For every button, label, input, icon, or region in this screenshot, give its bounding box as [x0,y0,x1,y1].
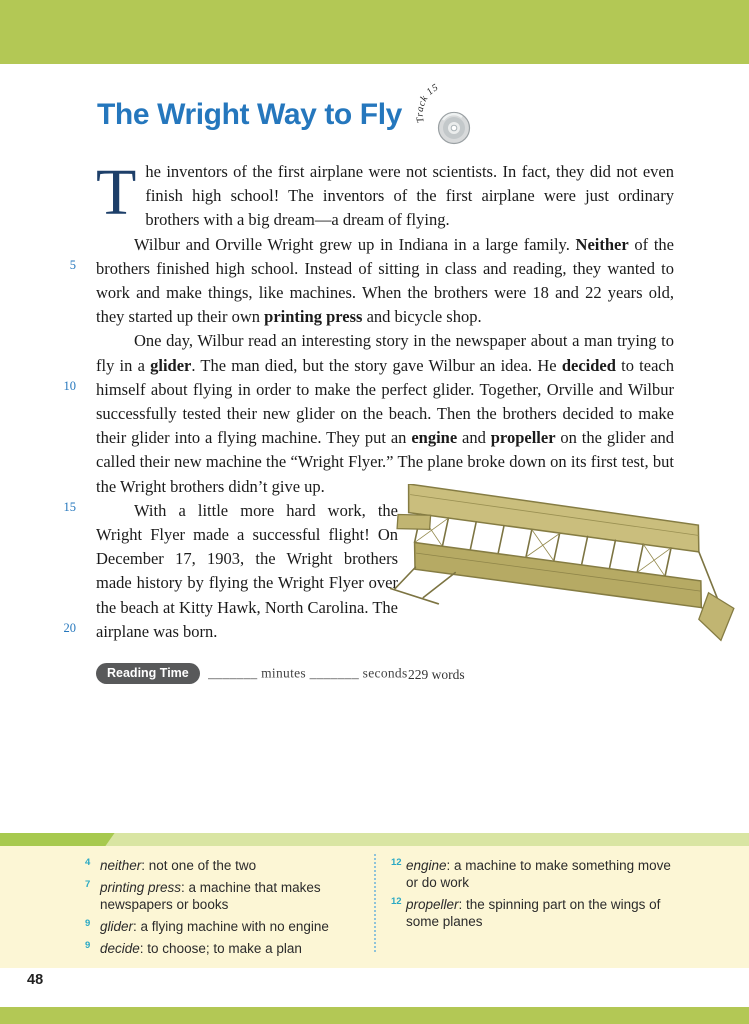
paragraph-4: With a little more hard work, the Wright Flyer made a successful flight! On December 17, 1903, the Wright brothers made history by flying the Wright Flyer over the beach at Kitty Hawk, North Carolina. The airplane was born. [96,500,398,641]
dropcap-letter: T [96,156,137,229]
glossary-entry-neither [84,857,364,874]
glossary-term: printing press [100,880,182,895]
line-number-20: 20 [63,621,76,635]
glossary-term: decide [100,941,140,956]
line-number-10: 10 [63,379,76,393]
paragraph-1 [96,156,674,233]
bottom-green-bar [0,1007,749,1024]
reading-time-badge: Reading Time [96,663,200,684]
glossary-line-ref: 12 [391,857,402,868]
glossary-term: propeller [406,897,459,912]
glossary-entry-glider [84,918,364,935]
audio-track-badge [410,82,494,151]
top-green-bar [0,0,749,64]
glossary-panel [0,846,749,968]
glossary-definition: : to choose; to make a plan [139,941,302,956]
paragraph-2: Wilbur and Orville Wright grew up in Indiana in a large family. Neither of the brothers finished high school. Instead of sitting in class and reading, they wanted to work and make things, like machines. When the brothers were 18 and 22 years old, they started up their own printing press and bicycle shop. [96,234,675,327]
cd-disc-icon [438,113,469,144]
glossary-left-column [84,857,364,962]
glossary-definition: : a flying machine with no engine [133,919,329,934]
paragraph-3: One day, Wilbur read an interesting story in the newspaper about a man trying to fly in a glider. The man died, but the story gave Wilbur an idea. He decided to teach himself about flying in order to make the perfect glider. Together, Orville and Wilbur successfully tested their new glider on the beach. Then the brothers decided to make their glider into a flying machine. They put an engine and propeller on the glider and called their new machine the “Wright Flyer.” The plane broke down on its first test, but the Wright brothers didn’t give up. [96,331,675,496]
glossary-line-ref: 9 [85,918,91,929]
word-count: 229 words [408,667,465,682]
page-title: The Wright Way to Fly [97,98,402,131]
glossary-divider [374,854,376,952]
glossary-entry-engine [390,857,682,891]
paragraph-1-text: he inventors of the first airplane were not scientists. In fact, they did not even finish high school! The inventors of the first airplane were just ordinary brothers with a big dream—a dream of flying. [145,162,674,230]
reading-time-blanks: _______ minutes _______ seconds [208,665,408,681]
glossary-term: neither [100,858,142,873]
cd-icon [410,82,494,146]
glossary-definition: : the spinning part on the wings of some planes [406,897,661,929]
glossary-right-column [390,857,682,935]
glossary-ribbon-accent [0,833,115,846]
passage-header [97,82,494,151]
glossary-line-ref: 9 [85,940,91,951]
glossary-term: engine [406,858,447,873]
page-number: 48 [27,972,44,988]
glossary-entry-propeller [390,896,682,930]
glossary-entry-decide [84,940,364,957]
glossary-definition: : a machine that makes newspapers or books [100,880,321,912]
reading-time-row [96,663,516,685]
glossary-entry-printing-press [84,879,364,913]
glossary-term: glider [100,919,134,934]
glossary-line-ref: 12 [391,896,402,907]
wright-flyer-image [386,484,738,676]
glossary-definition: : not one of the two [141,858,257,873]
glossary-line-ref: 4 [85,857,91,868]
line-number-5: 5 [69,258,76,272]
glossary-definition: : a machine to make something move or do work [406,858,671,890]
line-number-15: 15 [63,500,76,514]
track-label: Track 15 [414,82,441,124]
glossary-line-ref: 7 [85,879,91,890]
svg-text:Track 15 [415,82,441,124]
wright-flyer-illustration [386,484,738,676]
